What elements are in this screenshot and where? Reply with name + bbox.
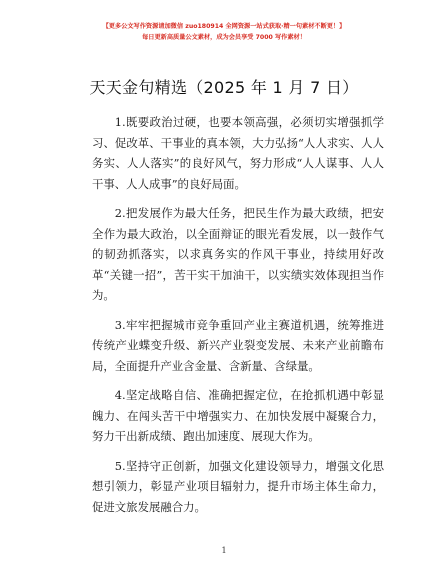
paragraph-3: 3.牢牢把握城市竞争重回产业主赛道机遇，统筹推进传统产业蝶变升级、新兴产业裂变发展、未来产业前瞻布局，全面提升产业含金量、含新量、含绿量。 [92, 317, 384, 373]
banner-line-2: 每日更新高质量公文素材，成为会员享受 7000 写作素材！ [142, 34, 306, 41]
paragraph-5: 5.坚持守正创新，加强文化建设领导力，增强文化思想引领力，彰显产业项目辐射力，提升市场主体生命力，促进文旅发展融合力。 [92, 458, 384, 514]
paragraph-4: 4.坚定战略自信、准确把握定位，在抢抓机遇中彰显魄力、在闯头苦干中增强实力、在加快发展中凝聚合力，努力干出新成绩、跑出加速度、展现大作为。 [92, 388, 384, 443]
banner-line-1: 【更多公文写作资源请加微信 zuo180914 全网资源一站式获取·精一句素材不断更！】 [102, 23, 346, 30]
paragraph-1: 1.既要政治过硬，也要本领高强，必须切实增强抓学习、促改革、干事业的真本领，大力弘扬“人人求实、人人务实、人人落实”的良好风气，努力形成“人人谋事、人人干事、人人成事”的良好局面。 [92, 115, 384, 191]
page-number: 1 [221, 546, 227, 555]
paragraph-2: 2.把发展作为最大任务，把民生作为最大政绩，把安全作为最大政治，以全面辩证的眼光看发展，以一鼓作气的韧劲抓落实，以求真务实的作风干事业，持续用好改革“关键一招”，苦干实干加油干，以实绩实效体现担当作为。 [92, 206, 384, 302]
document-title: 天天金句精选（2025 年 1 月 7 日） [89, 78, 359, 97]
document-body [92, 112, 384, 526]
header-banner [0, 22, 448, 43]
